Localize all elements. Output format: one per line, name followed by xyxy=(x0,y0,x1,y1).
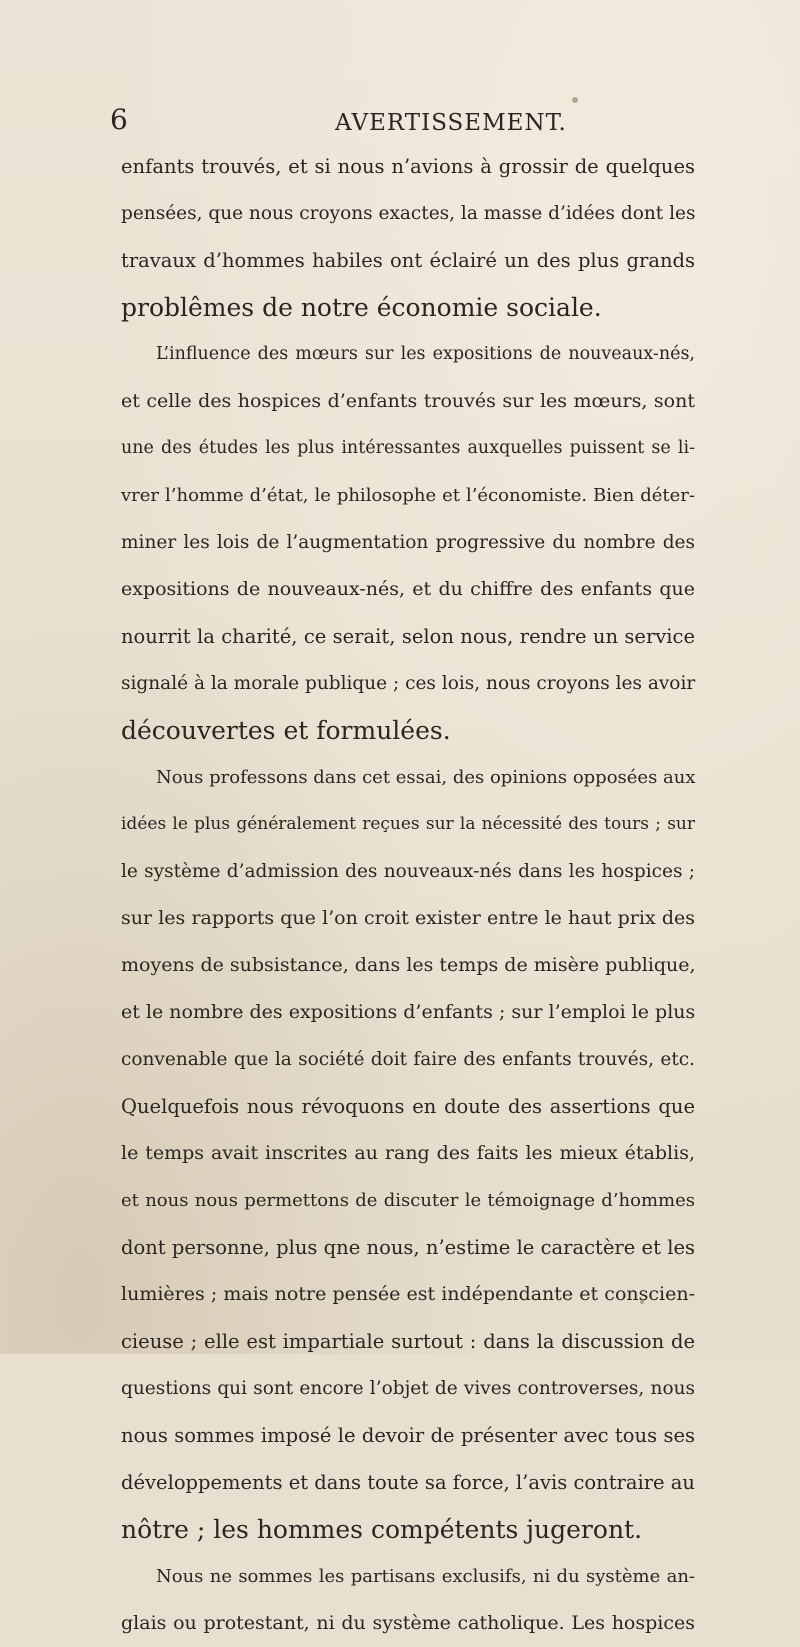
text-line: idées le plus généralement reçues sur la nécessité des tours ; sur xyxy=(121,814,695,834)
text-line: découvertes et formulées. xyxy=(121,716,451,745)
text-line: dont personne, plus qne nous, n’estime le caractère et les xyxy=(121,1236,695,1259)
text-line: problêmes de notre économie sociale. xyxy=(121,293,602,322)
text-line: questions qui sont encore l’objet de vives controverses, nous xyxy=(121,1378,695,1399)
text-line: développements et dans toute sa force, l’avis contraire au xyxy=(121,1471,695,1494)
text-line: nous sommes imposé le devoir de présenter avec tous ses xyxy=(121,1424,695,1447)
paragraph-start-line: Nous ne sommes les partisans exclusifs, ni du système an- xyxy=(156,1566,695,1587)
text-line: cieuse ; elle est impartiale surtout : dans la discussion de xyxy=(121,1330,695,1353)
text-line: le temps avait inscrites au rang des faits les mieux établis, xyxy=(121,1142,695,1164)
body-text xyxy=(121,143,695,1647)
running-head: AVERTISSEMENT. xyxy=(335,110,567,136)
text-line: moyens de subsistance, dans les temps de misère publique, xyxy=(121,954,696,976)
text-line: expositions de nouveaux-nés, et du chiffre des enfants que xyxy=(121,578,695,600)
text-line: convenable que la société doit faire des enfants trouvés, etc. xyxy=(121,1049,695,1070)
text-line: Quelquefois nous révoquons en doute des assertions que xyxy=(121,1095,695,1118)
text-line: vrer l’homme d’état, le philosophe et l’économiste. Bien déter- xyxy=(121,485,695,506)
text-line: signalé à la morale publique ; ces lois, nous croyons les avoir xyxy=(121,673,696,694)
text-line: miner les lois de l’augmentation progressive du nombre des xyxy=(121,532,695,553)
text-line: nôtre ; les hommes compétents jugeront. xyxy=(121,1515,643,1544)
text-line: enfants trouvés, et si nous n’avions à grossir de quelques xyxy=(121,155,695,178)
text-line: une des études les plus intéressantes auxquelles puissent se li- xyxy=(121,438,695,458)
text-line: et le nombre des expositions d’enfants ; sur l’emploi le plus xyxy=(121,1001,696,1023)
paragraph-start-line: Nous professons dans cet essai, des opinions opposées aux xyxy=(156,767,696,788)
text-line: lumières ; mais notre pensée est indépendante et conscien- xyxy=(121,1283,695,1305)
text-line: et celle des hospices d’enfants trouvés sur les mœurs, sont xyxy=(121,390,695,412)
text-line: le système d’admission des nouveaux-nés dans les hospices ; xyxy=(121,861,695,882)
text-line: glais ou protestant, ni du système catholique. Les hospices xyxy=(121,1612,695,1634)
text-line: travaux d’hommes habiles ont éclairé un des plus grands xyxy=(121,249,695,272)
text-line: nourrit la charité, ce serait, selon nous, rendre un service xyxy=(121,625,695,648)
paragraph-start-line: L’influence des mœurs sur les expositions de nouveaux-nés, xyxy=(156,344,695,364)
page-number: 6 xyxy=(110,103,128,136)
text-line: et nous nous permettons de discuter le témoignage d’hommes xyxy=(121,1190,695,1211)
page-header xyxy=(110,103,670,143)
text-line: pensées, que nous croyons exactes, la masse d’idées dont les xyxy=(121,203,696,224)
text-line: sur les rapports que l’on croit exister entre le haut prix des xyxy=(121,907,695,929)
